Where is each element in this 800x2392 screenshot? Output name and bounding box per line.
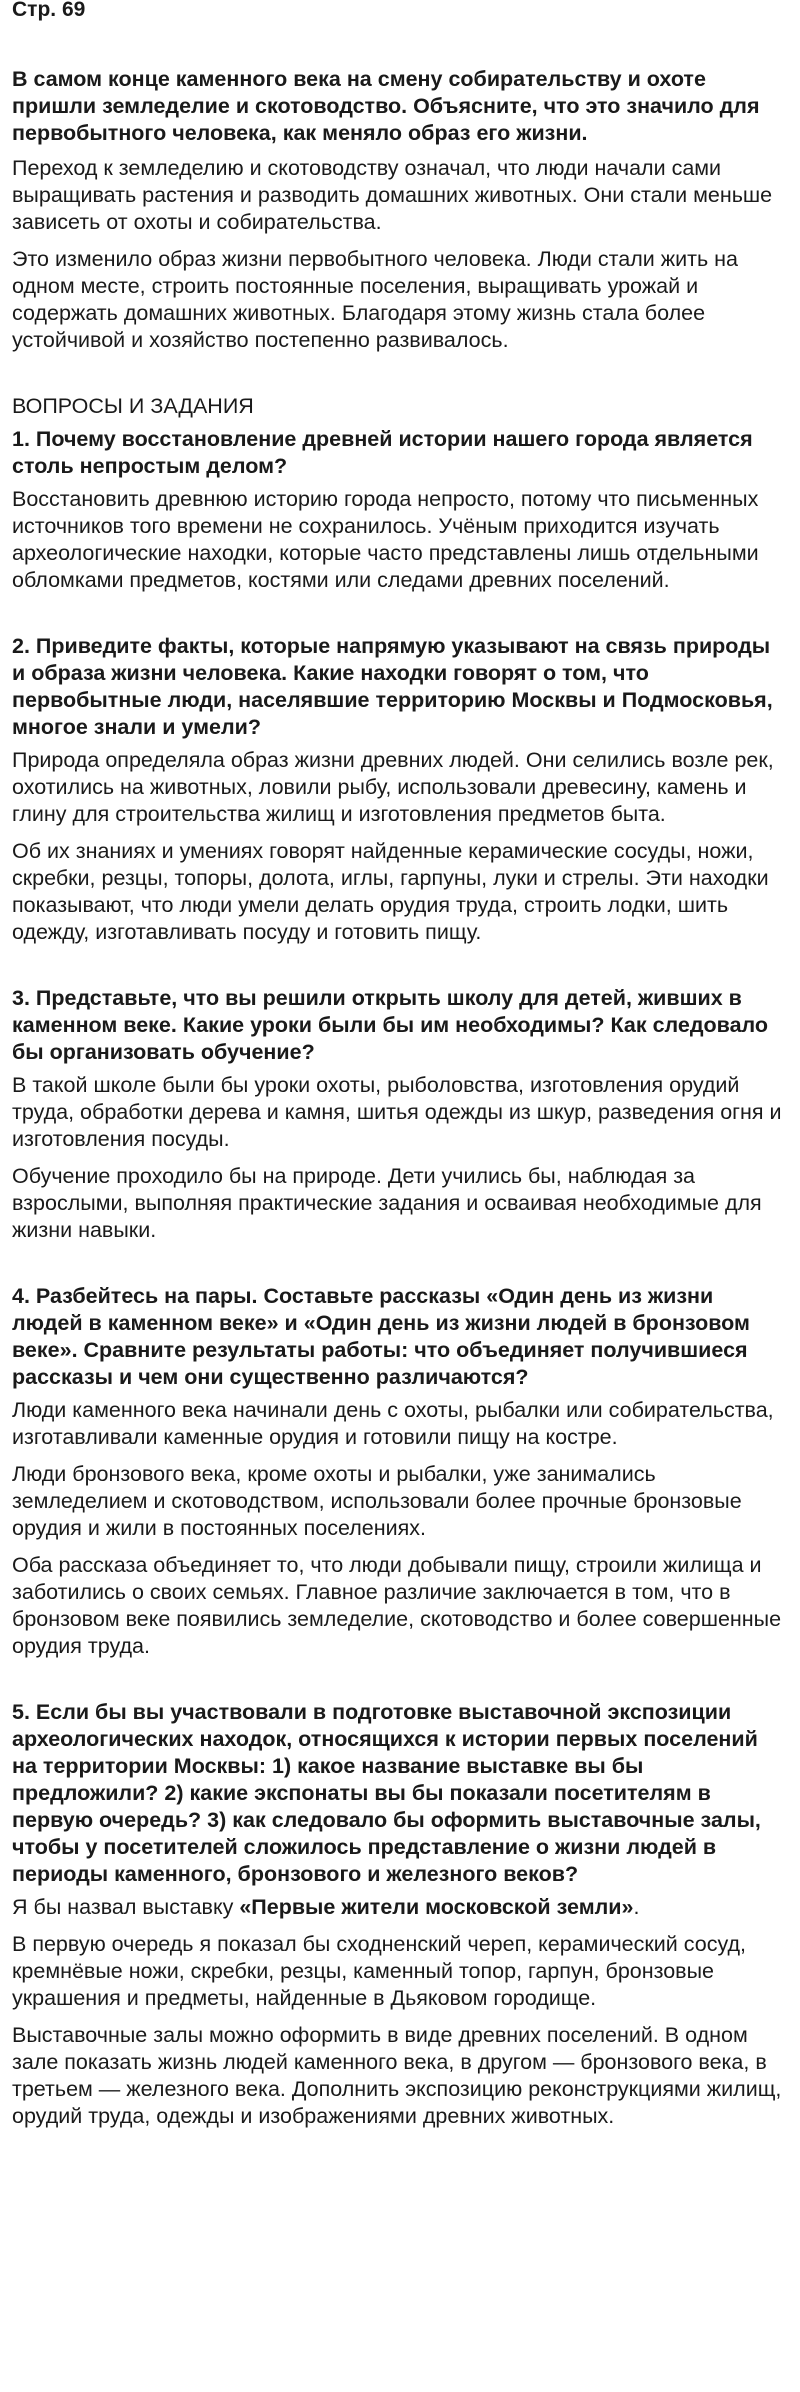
task-5-exhibit-title-line <box>12 1894 786 1921</box>
task-4-answer-2: Люди бронзового века, кроме охоты и рыбалки, уже занимались земледелием и скотоводством, использовали более прочные бронзовые орудия и жили в постоянных поселениях. <box>12 1462 742 1540</box>
task-5-answer-2: Выставочные залы можно оформить в виде древних поселений. В одном зале показать жизнь людей каменного века, в другом — бронзового века, в третьем — железного века. Дополнить экспозицию реконструкциями жилищ, орудий труда, одежды и изображениями древних животных. <box>12 2023 782 2128</box>
task-5-answer-1: В первую очередь я показал бы сходненский череп, керамический сосуд, кремнёвые ножи, скребки, резцы, каменный топор, гарпун, бронзовые украшения и предметы, найденные в Дьяковом городище. <box>12 1932 747 2010</box>
exhibit-suffix: . <box>633 1895 640 1919</box>
intro-answer-2: Это изменило образ жизни первобытного человека. Люди стали жить на одном месте, строить постоянные поселения, выращивать урожай и содержать домашних животных. Благодаря этому жизнь стала более устойчивой и хозяйство постепенно развивалось. <box>12 247 739 352</box>
task-4-question: 4. Разбейтесь на пары. Составьте рассказы «Один день из жизни людей в каменном веке» и «Один день из жизни людей в бронзовом веке». Сравните результаты работы: что объединяет получившиеся рассказы и чем они существенно различаются? <box>12 1284 750 1389</box>
intro-question: В самом конце каменного века на смену собирательству и охоте пришли земледелие и скотоводство. Объясните, что это значило для первобытного человека, как меняло образ его жизни. <box>12 67 760 145</box>
task-2-answer-1: Природа определяла образ жизни древних людей. Они селились возле рек, охотились на животных, ловили рыбу, использовали древесину, камень и глину для строительства жилищ и изготовления предметов быта. <box>12 748 774 826</box>
intro-answer-1: Переход к земледелию и скотоводству означал, что люди начали сами выращивать растения и разводить домашних животных. Они стали меньше зависеть от охоты и собирательства. <box>12 156 773 234</box>
page-number: Стр. 69 <box>12 0 86 21</box>
section-heading: ВОПРОСЫ И ЗАДАНИЯ <box>12 394 254 418</box>
exhibit-title: «Первые жители московской земли» <box>239 1895 634 1919</box>
task-4-answer-1: Люди каменного века начинали день с охоты, рыбалки или собирательства, изготавливали каменные орудия и готовили пищу на костре. <box>12 1398 774 1449</box>
task-5-question: 5. Если бы вы участвовали в подготовке выставочной экспозиции археологических находок, относящихся к истории первых поселений на территории Москвы: 1) какое название выставке вы бы предложили? 2) какие экспонаты вы бы показали посетителям в первую очередь? 3) как следовало бы оформить выставочные залы, чтобы у посетителей сложилось представление о жизни людей в периоды каменного, бронзового и железного веков? <box>12 1700 761 1886</box>
exhibit-prefix: Я бы назвал выставку <box>12 1895 240 1919</box>
task-4-answer-3: Оба рассказа объединяет то, что люди добывали пищу, строили жилища и заботились о своих семьях. Главное различие заключается в том, что в бронзовом веке появились земледелие, скотоводство и более совершенные орудия труда. <box>12 1553 782 1658</box>
task-1-question: 1. Почему восстановление древней истории нашего города является столь непростым делом? <box>12 427 753 478</box>
task-3-answer-2: Обучение проходило бы на природе. Дети учились бы, наблюдая за взрослыми, выполняя практические задания и осваивая необходимые для жизни навыки. <box>12 1164 762 1242</box>
task-3-question: 3. Представьте, что вы решили открыть школу для детей, живших в каменном веке. Какие уроки были бы им необходимы? Как следовало бы организовать обучение? <box>12 986 769 1064</box>
task-1-answer-1: Восстановить древнюю историю города непросто, потому что письменных источников того времени не сохранилось. Учёным приходится изучать археологические находки, которые часто представлены лишь отдельными обломками предметов, костями или следами древних поселений. <box>12 487 759 592</box>
task-2-question: 2. Приведите факты, которые напрямую указывают на связь природы и образа жизни человека. Какие находки говорят о том, что первобытные люди, населявшие территорию Москвы и Подмосковья, многое знали и умели? <box>12 634 773 739</box>
task-2-answer-2: Об их знаниях и умениях говорят найденные керамические сосуды, ножи, скребки, резцы, топоры, долота, иглы, гарпуны, луки и стрелы. Эти находки показывают, что люди умели делать орудия труда, строить лодки, шить одежду, изготавливать посуду и готовить пищу. <box>12 839 769 944</box>
task-3-answer-1: В такой школе были бы уроки охоты, рыболовства, изготовления орудий труда, обработки дерева и камня, шитья одежды из шкур, разведения огня и изготовления посуды. <box>12 1073 782 1151</box>
